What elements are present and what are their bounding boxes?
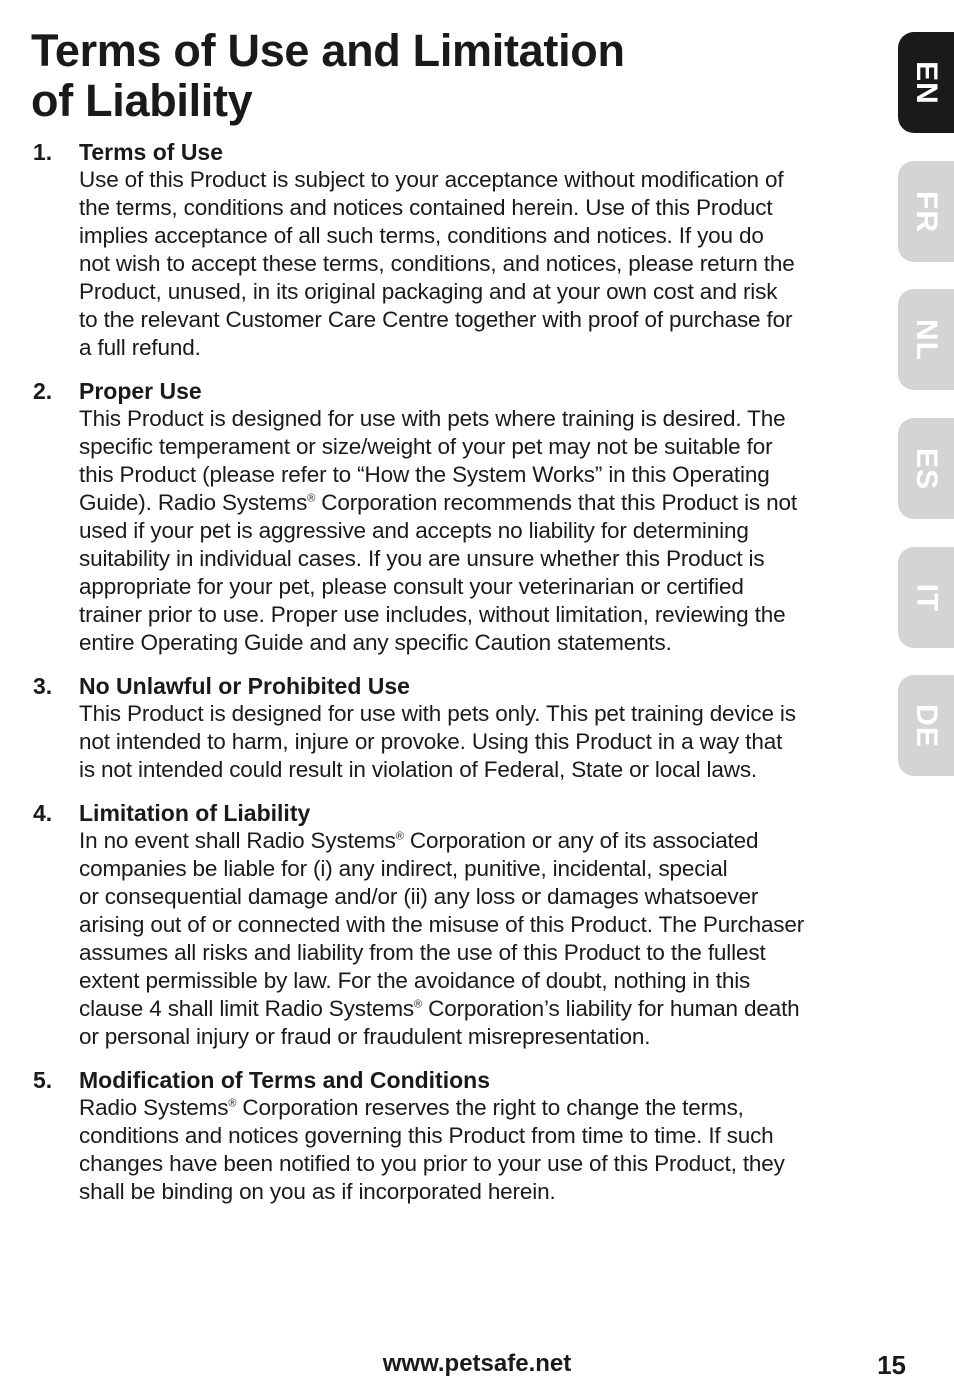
section-modification-of-terms — [31, 1066, 876, 1206]
section-heading: Limitation of Liability — [79, 800, 311, 826]
page-title-line2: of Liability — [31, 75, 253, 126]
language-tab-label: NL — [910, 318, 943, 361]
section-proper-use — [31, 377, 876, 657]
section-heading: Terms of Use — [79, 139, 224, 165]
section-number: 1. — [33, 139, 53, 165]
language-tab-it[interactable] — [898, 547, 954, 648]
footer-url: www.petsafe.net — [382, 1350, 572, 1377]
section-body: In no event shall Radio Systems® Corporation or any of its associated companies be liable for (i) any indirect, punitive, incidental, special or consequential damage and/or (ii) any loss or damages whatsoever arising out of or connected with the misuse of this Product. The Purchaser assumes all risks and liability from the use of this Product to the fullest extent permissible by law. For the avoidance of doubt, nothing in this clause 4 shall limit Radio Systems® Corporation’s liability for human death or personal injury or fraud or fraudulent misrepresentation. — [79, 828, 805, 1049]
language-tab-fr[interactable] — [898, 161, 954, 262]
language-tab-nl[interactable] — [898, 289, 954, 390]
language-tab-es[interactable] — [898, 418, 954, 519]
section-number: 5. — [33, 1067, 53, 1093]
language-tab-en[interactable] — [898, 32, 954, 133]
page-title-line1: Terms of Use and Limitation — [31, 25, 625, 76]
section-heading: Modification of Terms and Conditions — [79, 1067, 491, 1093]
section-body: This Product is designed for use with pets only. This pet training device is not intended to harm, injure or provoke. Using this Product in a way that is not intended could result in violation of Federal, State or local laws. — [79, 701, 796, 782]
terms-sections — [31, 138, 876, 1221]
language-tab-de[interactable] — [898, 675, 954, 776]
section-number: 4. — [33, 800, 53, 826]
section-terms-of-use — [31, 138, 876, 362]
language-tab-label: IT — [909, 583, 943, 612]
section-no-unlawful-use — [31, 672, 876, 784]
section-body: Radio Systems® Corporation reserves the right to change the terms, conditions and notices governing this Product from time to time. If such changes have been notified to you prior to your use of this Product, they shall be binding on you as if incorporated herein. — [79, 1095, 785, 1204]
language-tab-label: EN — [910, 60, 943, 105]
section-body: This Product is designed for use with pets where training is desired. The specific temperament or size/weight of your pet may not be suitable for this Product (please refer to “How the System Works” in this Operating Guide). Radio Systems® Corporation recommends that this Product is not used if your pet is aggressive and accepts no liability for determining suitability in individual cases. If you are unsure whether this Product is appropriate for your pet, please consult your veterinarian or certified trainer prior to use. Proper use includes, without limitation, reviewing the entire Operating Guide and any specific Caution statements. — [79, 406, 797, 655]
section-number: 3. — [33, 673, 53, 699]
page-title — [31, 26, 791, 126]
language-tab-label: ES — [910, 447, 943, 490]
section-body: Use of this Product is subject to your acceptance without modification of the terms, conditions and notices contained herein. Use of this Product implies acceptance of all such terms, conditions and notices. If you do not wish to accept these terms, conditions, and notices, please return the Product, unused, in its original packaging and at your own cost and risk to the relevant Customer Care Centre together with proof of purchase for a full refund. — [79, 167, 795, 360]
section-heading: No Unlawful or Prohibited Use — [79, 673, 410, 699]
page-number: 15 — [877, 1350, 906, 1380]
section-limitation-of-liability — [31, 799, 876, 1051]
section-number: 2. — [33, 378, 53, 404]
section-heading: Proper Use — [79, 378, 202, 404]
language-tab-label: FR — [910, 190, 943, 233]
language-tab-label: DE — [910, 703, 943, 748]
